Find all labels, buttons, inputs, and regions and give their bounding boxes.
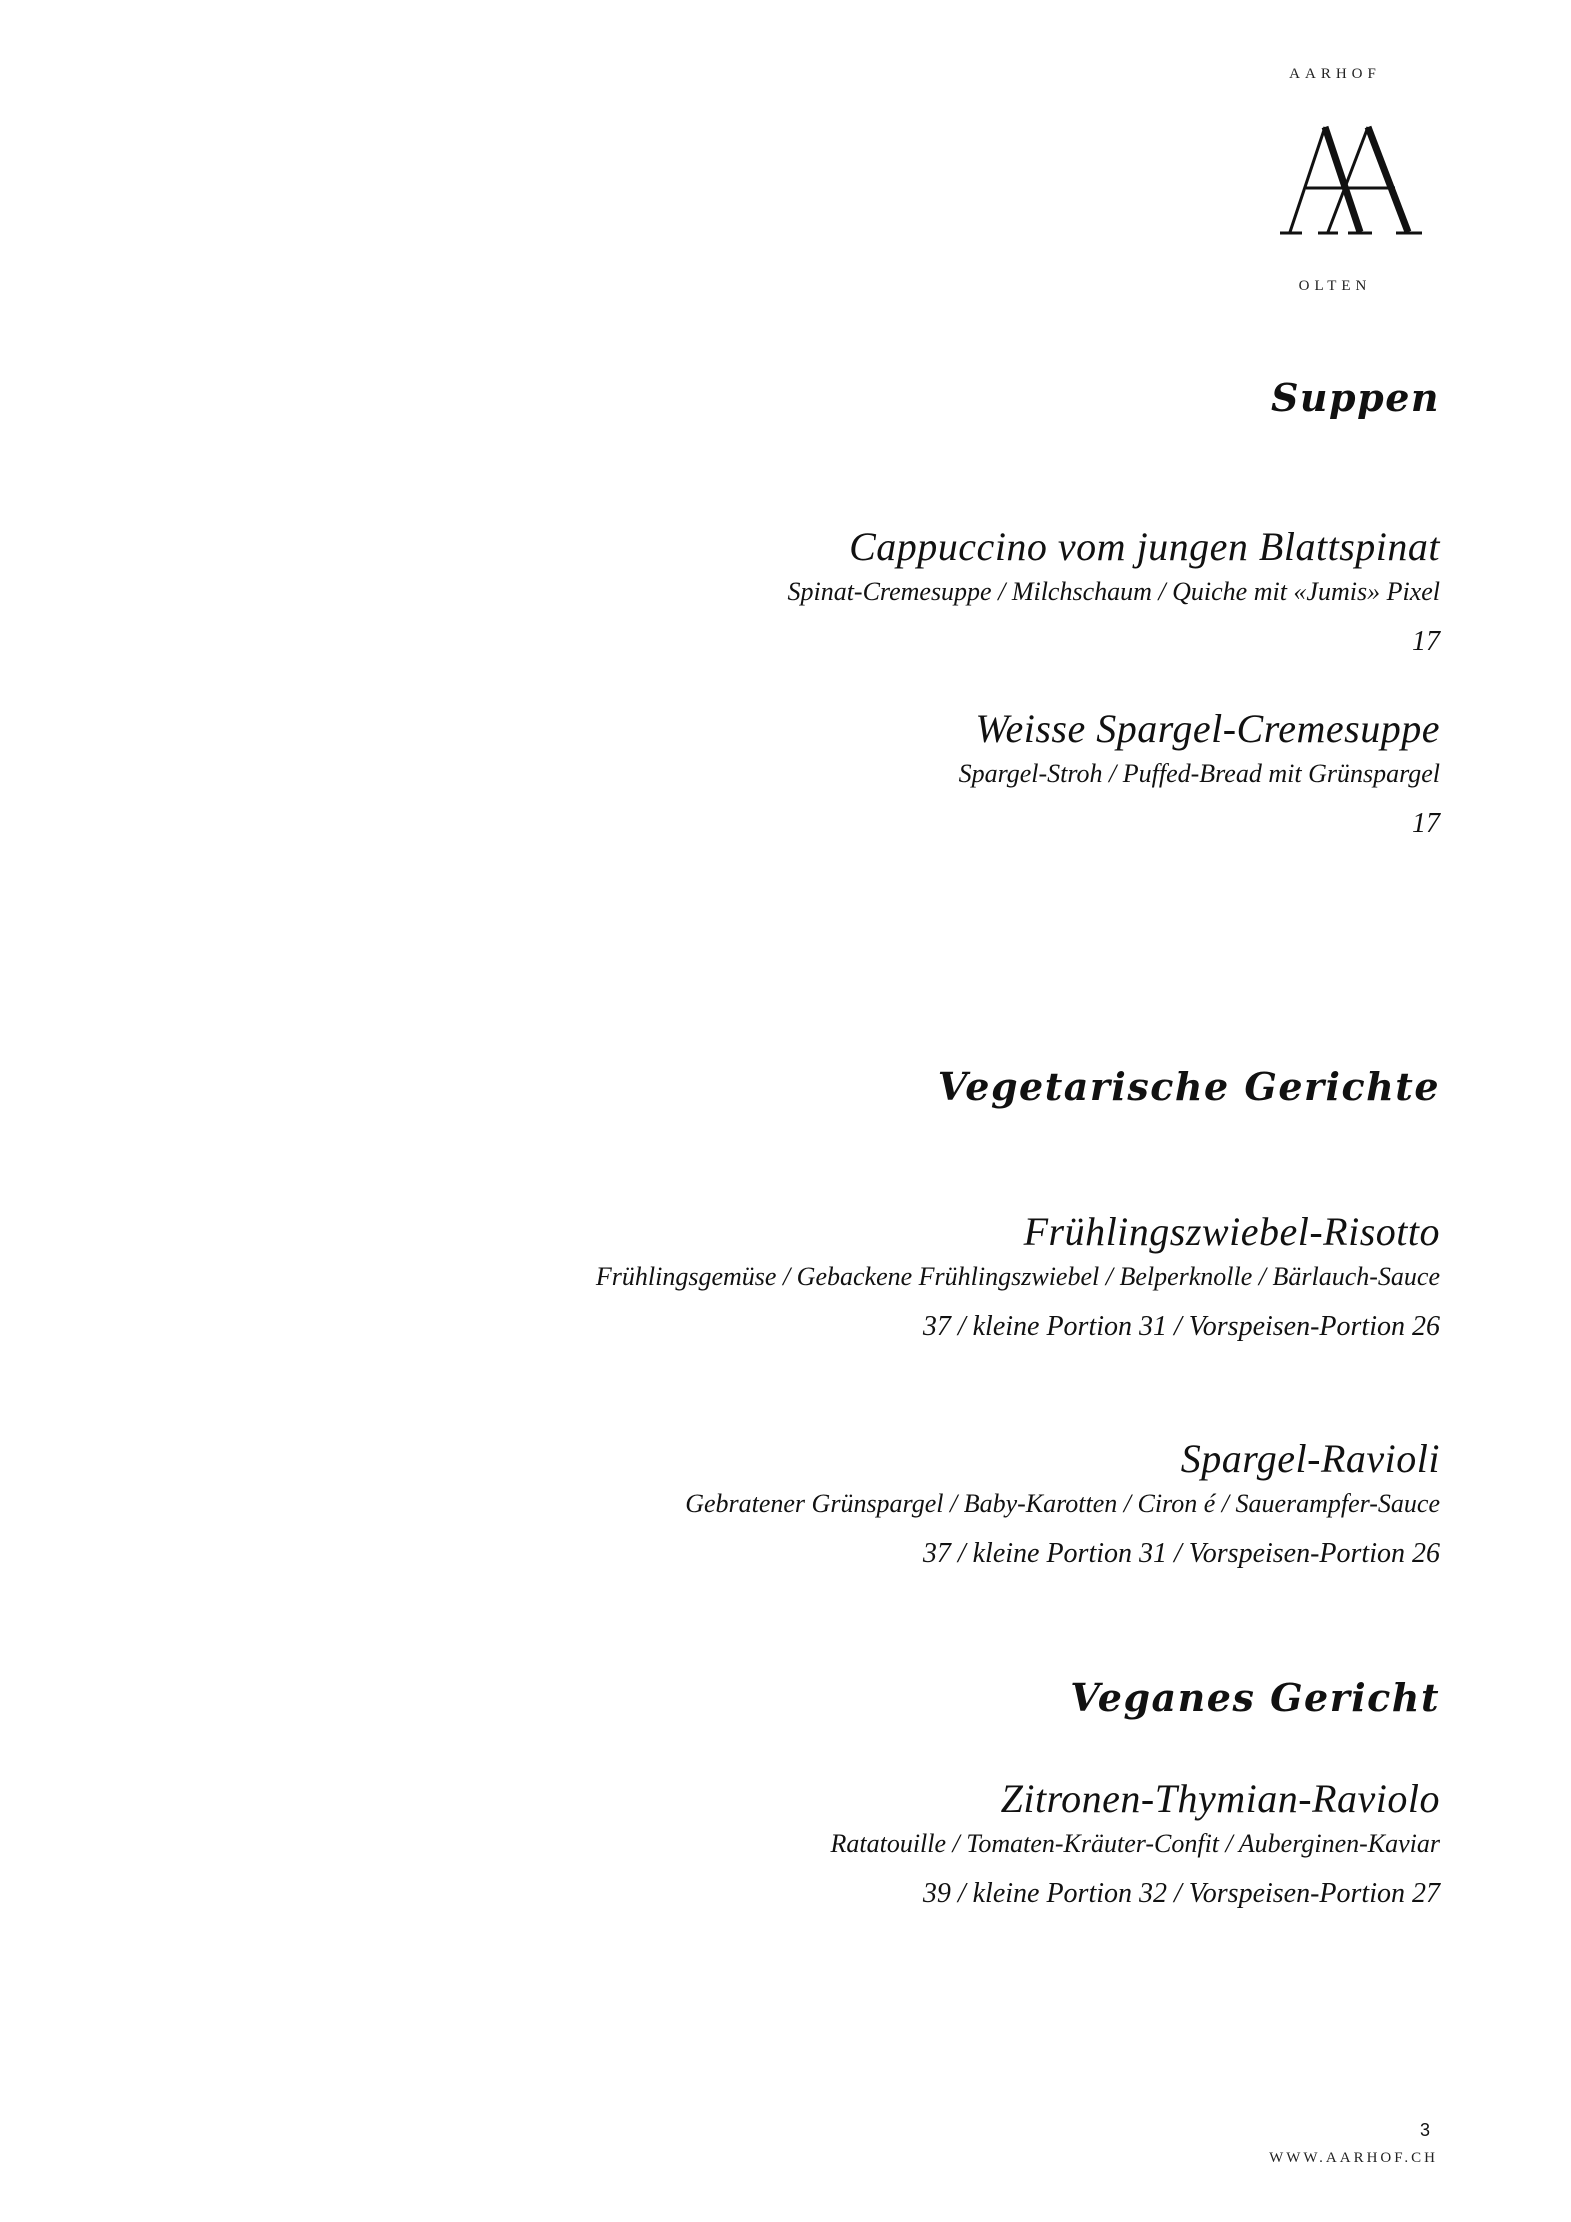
section-title-vegan: Veganes Gericht [1070,1675,1440,1720]
dish-item [830,1776,1440,1914]
logo-top-text: AARHOF [1289,66,1381,82]
dish-price: 17 [1412,808,1440,839]
page-number: 3 [1420,2120,1431,2140]
dish-price: 17 [1412,626,1440,657]
dish-item [787,524,1440,662]
dish-price: 37 / kleine Portion 31 / Vorspeisen-Portion 26 [922,1538,1440,1569]
dish-description: Ratatouille / Tomaten-Kräuter-Confit / Auberginen-Kaviar [830,1829,1440,1858]
dish-name: Weisse Spargel-Cremesuppe [975,706,1440,751]
aa-monogram-icon [1280,122,1430,240]
logo-bottom-text: OLTEN [1298,278,1372,294]
dish-item [685,1436,1440,1574]
dish-price: 37 / kleine Portion 31 / Vorspeisen-Portion 26 [922,1311,1440,1342]
dish-name: Zitronen-Thymian-Raviolo [1000,1776,1440,1821]
dish-description: Spargel-Stroh / Puffed-Bread mit Grünspargel [958,759,1440,788]
dish-name: Cappuccino vom jungen Blattspinat [849,524,1440,569]
dish-description: Spinat-Cremesuppe / Milchschaum / Quiche mit «Jumis» Pixel [787,577,1440,606]
dish-price: 39 / kleine Portion 32 / Vorspeisen-Portion 27 [922,1878,1440,1909]
dish-name: Spargel-Ravioli [1180,1436,1440,1481]
dish-description: Frühlingsgemüse / Gebackene Frühlingszwiebel / Belperknolle / Bärlauch-Sauce [595,1262,1440,1291]
dish-name: Frühlingszwiebel-Risotto [1023,1209,1440,1254]
section-title-vegetarisch: Vegetarische Gerichte [937,1064,1440,1109]
dish-item [596,1209,1440,1347]
dish-description: Gebratener Grünspargel / Baby-Karotten / Ciron é / Sauerampfer-Sauce [685,1489,1440,1518]
dish-item [959,706,1440,844]
website-link[interactable]: WWW.AARHOF.CH [1269,2150,1438,2166]
section-title-suppen: Suppen [1270,375,1440,420]
